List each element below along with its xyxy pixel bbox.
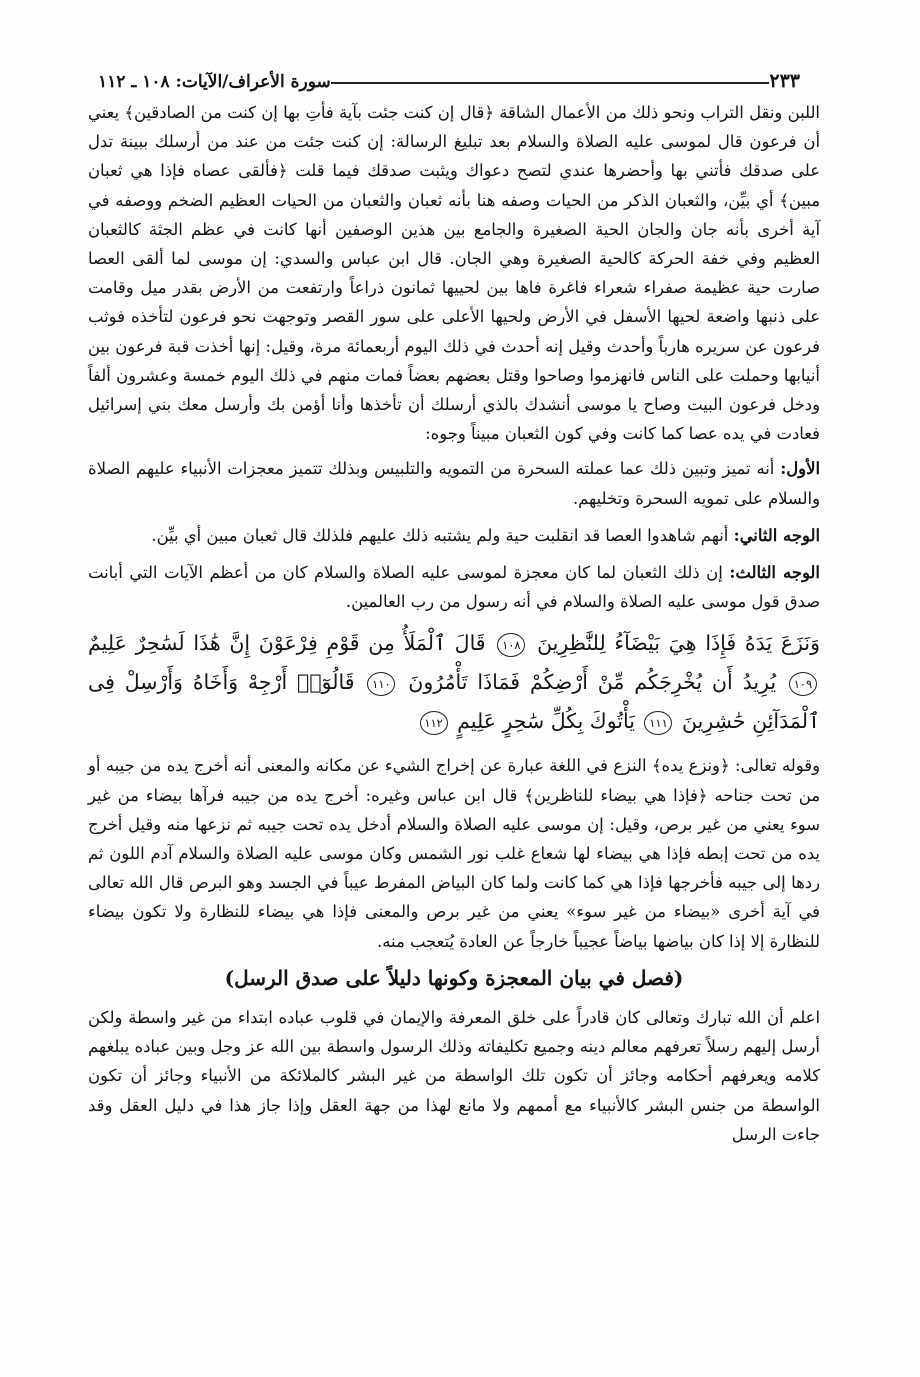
paragraph-third-aspect (88, 558, 820, 616)
paragraph-lead: الوجه الثاني: (733, 525, 820, 545)
running-title: سورة الأعراف/الآيات: ١٠٨ ـ ١١٢ (98, 72, 331, 92)
header-rule (331, 82, 770, 84)
verse-text: قَالَ ٱلْمَلَأُ مِن قَوْمِ فِرْعَوْنَ إِنَّ هَٰذَا لَسَٰحِرٌ عَلِيمٌ (88, 631, 486, 656)
verse-text: يَأْتُوكَ بِكُلِّ سَٰحِرٍ عَلِيمٍ (457, 709, 635, 734)
ayah-number-marker: ١٠٨ (497, 633, 525, 657)
quran-verses (88, 624, 820, 741)
paragraph-first-aspect (88, 454, 820, 512)
paragraph-tafsir: وقوله تعالى: ﴿ونزع يده﴾ النزع في اللغة عبارة عن إخراج الشيء عن مكانه والمعنى أنه أخرج يده من جيبه أو من تحت جناحه ﴿فإذا هي بيضاء للناظرين﴾ قال ابن عباس وغيره: أخرج يده من جيبه فرآها بيضاء من غير سوء يعني من غير برص، وقيل: إن موسى عليه الصلاة والسلام أدخل يده تحت جيبه ثم نزعها منه وقيل أخرج يده من تحت إبطه فإذا هي بيضاء لها شعاع غلب نور الشمس وكان موسى عليه الصلاة والسلام آدم اللون ثم ردها إلى جيبه فأخرجها فإذا هي كما كانت ولما كان البياض المفرط عيباً في الجسد وهو البرص قال الله تعالى في آية أخرى «بيضاء من غير سوء» يعني من غير برص والمعنى فإذا هي بيضاء للنظارة ولا تكون بيضاء للنظارة إلا إذا كان بياضها بياضاً عجيباً خارجاً عن العادة يُتعجب منه. (88, 756, 820, 951)
paragraph-text: أنه تميز وتبين ذلك عما عملته السحرة من التمويه والتلبيس وبذلك تتميز معجزات الأنبياء عليهم الصلاة والسلام على تمويه السحرة وتخليهم. (88, 459, 820, 508)
paragraph-second-aspect (88, 521, 820, 550)
paragraph-lead: الأول: (780, 459, 820, 479)
paragraph-lead: الوجه الثالث: (729, 563, 820, 583)
paragraph-text: إن ذلك الثعبان لما كان معجزة لموسى عليه الصلاة والسلام كان من أعظم الآيات التي أبانت صدق قول موسى عليه الصلاة والسلام في أنه رسول من رب العالمين. (88, 563, 820, 612)
paragraph-text: أنهم شاهدوا العصا قد انقلبت حية ولم يشتبه ذلك عليهم فلذلك قال ثعبان مبين أي بيِّن. (151, 525, 729, 545)
ayah-number-marker: ١١٠ (367, 672, 395, 696)
verse-text: وَنَزَعَ يَدَهُ فَإِذَا هِيَ بَيْضَآءُ لِلنَّٰظِرِينَ (537, 631, 820, 656)
ayah-number-marker: ١١٢ (420, 711, 448, 735)
ayah-number-marker: ١١١ (644, 711, 672, 735)
section-heading: (فصل في بيان المعجزة وكونها دليلاً على صدق الرسل) (224, 965, 684, 990)
page-number: ٢٣٣ (769, 70, 800, 92)
page-body (88, 98, 820, 1157)
verse-text: قَالُوٓا۟ أَرْجِهْ وَأَخَاهُ وَأَرْسِلْ فِى ٱلْمَدَآئِنِ حَٰشِرِينَ (88, 670, 820, 734)
paragraph-intro: اللبن ونقل التراب ونحو ذلك من الأعمال الشاقة ﴿قال إن كنت جئت بآية فأتِ بها إن كنت من الصادقين﴾ يعني أن فرعون قال لموسى عليه الصلاة والسلام بعد تبليغ الرسالة: إن كنت جئت من عند من أرسلك ببينة تدل على صدقك فأتني بها وأحضرها عندي لتصح دعواك ويثبت صدقك فيما قلت ﴿فألقى عصاه فإذا هي ثعبان مبين﴾ أي بيِّن، والثعبان الذكر من الحيات وصفه هنا بأنه ثعبان والثعبان من الحيات العظيم الضخم ووصفه في آية أخرى بأنه جان والجان الحية الصغيرة والجامع بين هذين الوصفين أنها كانت في عظم الجثة كالثعبان العظيم وفي خفة الحركة كالحية الصغيرة وهي الجان. قال ابن عباس والسدي: إن موسى لما ألقى العصا صارت حية عظيمة صفراء شعراء فاغرة فاها بين لحييها ثمانون ذراعاً وارتفعت من الأرض بقدر ميل وقامت على ذنبها واضعة لحيها الأسفل في الأرض ولحيها الأعلى على سور القصر وتوجهت نحو فرعون لتأخذه فوثب فرعون عن سريره هارباً وأحدث وقيل إنه أحدث في ذلك اليوم أربعمائة مرة، وقيل: إنها أخذت قبة فرعون بين أنيابها وحملت على الناس فانهزموا وصاحوا وقتل بعضهم بعضاً فمات منهم في ذلك اليوم خمسة وعشرون ألفاً ودخل فرعون البيت وصاح يا موسى أنشدك بالذي أرسلك أن تأخذها وأنا أؤمن بك وأرسل معك بني إسرائيل فعادت في يده عصا كما كانت وفي كون الثعبان مبيناً وجوه: (88, 103, 820, 444)
ayah-number-marker: ١٠٩ (789, 672, 817, 696)
page-header (88, 58, 820, 92)
paragraph-section: اعلم أن الله تبارك وتعالى كان قادراً على خلق المعرفة والإيمان في قلوب عباده ابتداء من غير واسطة ولكن أرسل إليهم رسلاً تعرفهم معالم دينه وجميع تكليفاته وذلك الرسول واسطة بين الله عز وجل وبين عباده يبلغهم كلامه ويعرفهم أحكامه وجائز أن تكون تلك الواسطة من غير البشر كالملائكة من الأنبياء وجائز أن تكون الواسطة من جنس البشر كالأنبياء مع أممهم ولا مانع لهذا من جهة العقل وإذا جاز هذا في دليل العقل وقد جاءت الرسل (88, 1008, 820, 1144)
verse-text: يُرِيدُ أَن يُخْرِجَكُم مِّنْ أَرْضِكُمْ فَمَاذَا تَأْمُرُونَ (408, 670, 777, 695)
